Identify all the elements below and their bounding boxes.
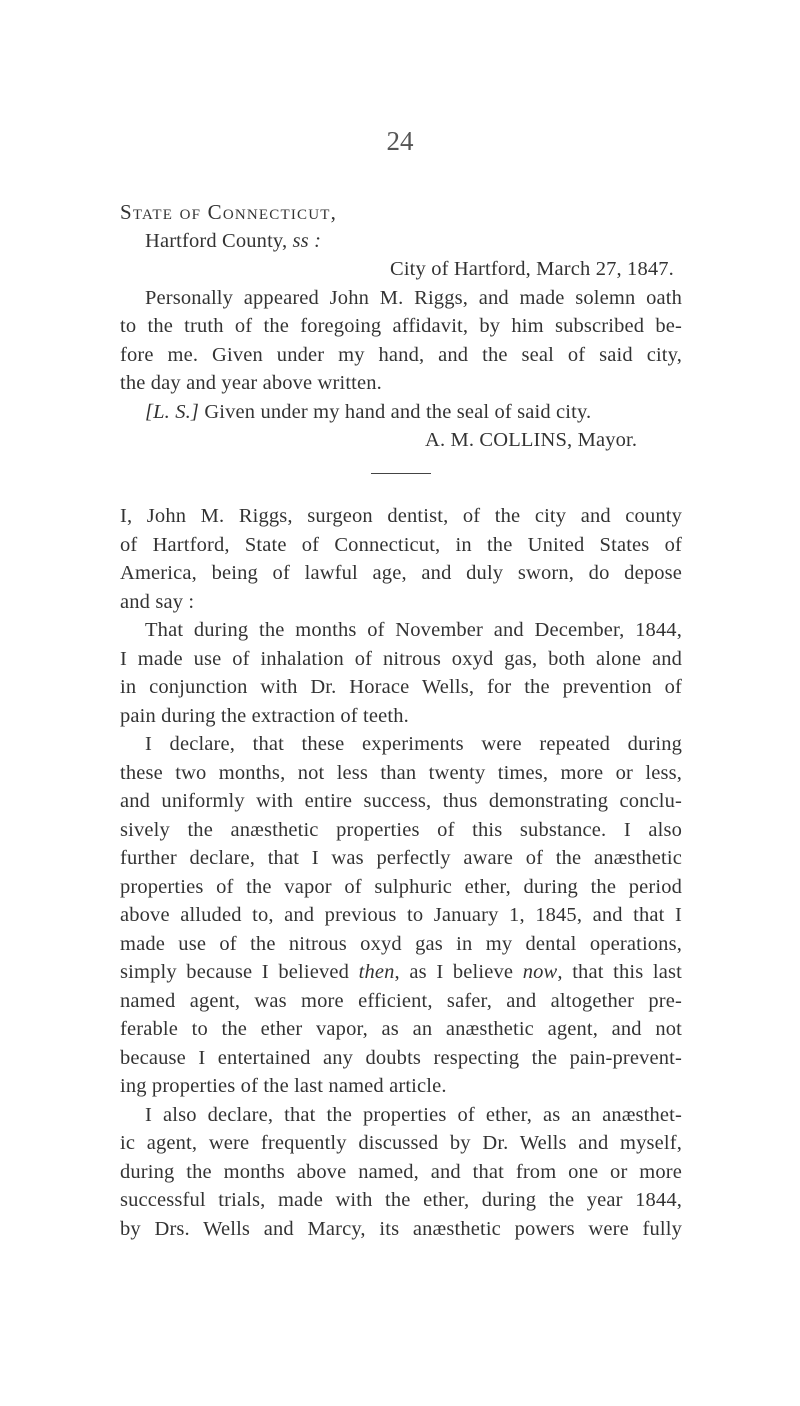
certificate-line: to the truth of the foregoing affidavit, by him subscribed be- xyxy=(120,315,682,337)
seal-line xyxy=(120,398,682,427)
paragraph-line: further declare, that I was perfectly aware of the anæsthetic xyxy=(120,847,682,869)
paragraph-line: ic agent, were frequently discussed by Dr. Wells and myself, xyxy=(120,1132,682,1154)
certificate-line: the day and year above written. xyxy=(120,372,382,394)
paragraph-line: in conjunction with Dr. Horace Wells, for the prevention of xyxy=(120,676,682,698)
page-number: 24 xyxy=(386,126,414,156)
paragraph-line: ferable to the ether vapor, as an anæsthetic agent, and not xyxy=(120,1018,682,1040)
paragraph-line: I declare, that these experiments were repeated during xyxy=(145,733,682,755)
paragraph-line: I also declare, that the properties of ether, as an anæsthet- xyxy=(145,1103,682,1126)
emphasis-now: now xyxy=(522,961,558,983)
paragraph-line: by Drs. Wells and Marcy, its anæsthetic powers were fully xyxy=(120,1217,682,1240)
paragraph-line: during the months above named, and that from one or more xyxy=(120,1160,682,1183)
paragraph-line: properties of the vapor of sulphuric ether, during the period xyxy=(120,875,682,898)
certificate-line: fore me. Given under my hand, and the seal of said city, xyxy=(120,343,682,366)
certificate-line: Personally appeared John M. Riggs, and made solemn oath xyxy=(145,286,682,309)
seal-text: Given under my hand and the seal of said city. xyxy=(199,400,592,423)
dateline: City of Hartford, March 27, 1847. xyxy=(390,258,674,280)
county-line xyxy=(120,227,682,256)
emphasis-then: then xyxy=(358,961,395,983)
county-text: Hartford County, xyxy=(145,229,293,252)
emphasis-post: , that this last xyxy=(557,961,682,983)
affidavit-intro-line: America, being of lawful age, and duly sworn, do depose xyxy=(120,562,682,584)
affidavit-intro-line: I, John M. Riggs, surgeon dentist, of the city and county xyxy=(120,505,682,527)
paragraph-line: sively the anæsthetic properties of this substance. I also xyxy=(120,818,682,841)
certificate-block xyxy=(120,198,682,455)
county-ss: ss : xyxy=(292,229,322,252)
emphasis-pre: simply because I believed xyxy=(120,961,359,983)
paragraph-line: because I entertained any doubts respecting the pain-prevent- xyxy=(120,1046,682,1069)
certificate-heading: State of Connecticut, xyxy=(120,200,338,224)
paragraph-line: made use of the nitrous oxyd gas in my dental operations, xyxy=(120,932,682,955)
affidavit-intro-line: of Hartford, State of Connecticut, in the United States of xyxy=(120,533,682,556)
paragraph-line: above alluded to, and previous to January 1, 1845, and that I xyxy=(120,904,682,926)
paragraph-line: successful trials, made with the ether, during the year 1844, xyxy=(120,1189,682,1211)
emphasis-mid: , as I believe xyxy=(394,961,523,983)
paragraph-line: I made use of inhalation of nitrous oxyd gas, both alone and xyxy=(120,647,682,670)
seal-mark: [L. S.] xyxy=(145,400,200,423)
paragraph-line: ing properties of the last named article. xyxy=(120,1075,447,1097)
paragraph-line: named agent, was more efficient, safer, and altogether pre- xyxy=(120,989,682,1012)
affidavit-intro-line: and say : xyxy=(120,590,195,613)
mayor-signature: A. M. COLLINS, Mayor. xyxy=(425,429,638,451)
paragraph-line: pain during the extraction of teeth. xyxy=(120,704,409,727)
affidavit-block xyxy=(120,502,682,1243)
section-divider xyxy=(371,473,431,474)
paragraph-line: and uniformly with entire success, thus demonstrating conclu- xyxy=(120,790,682,812)
paragraph-line: these two months, not less than twenty times, more or less, xyxy=(120,761,682,784)
paragraph-line-emphasis xyxy=(120,958,682,987)
paragraph-line: That during the months of November and December, 1844, xyxy=(145,619,682,641)
